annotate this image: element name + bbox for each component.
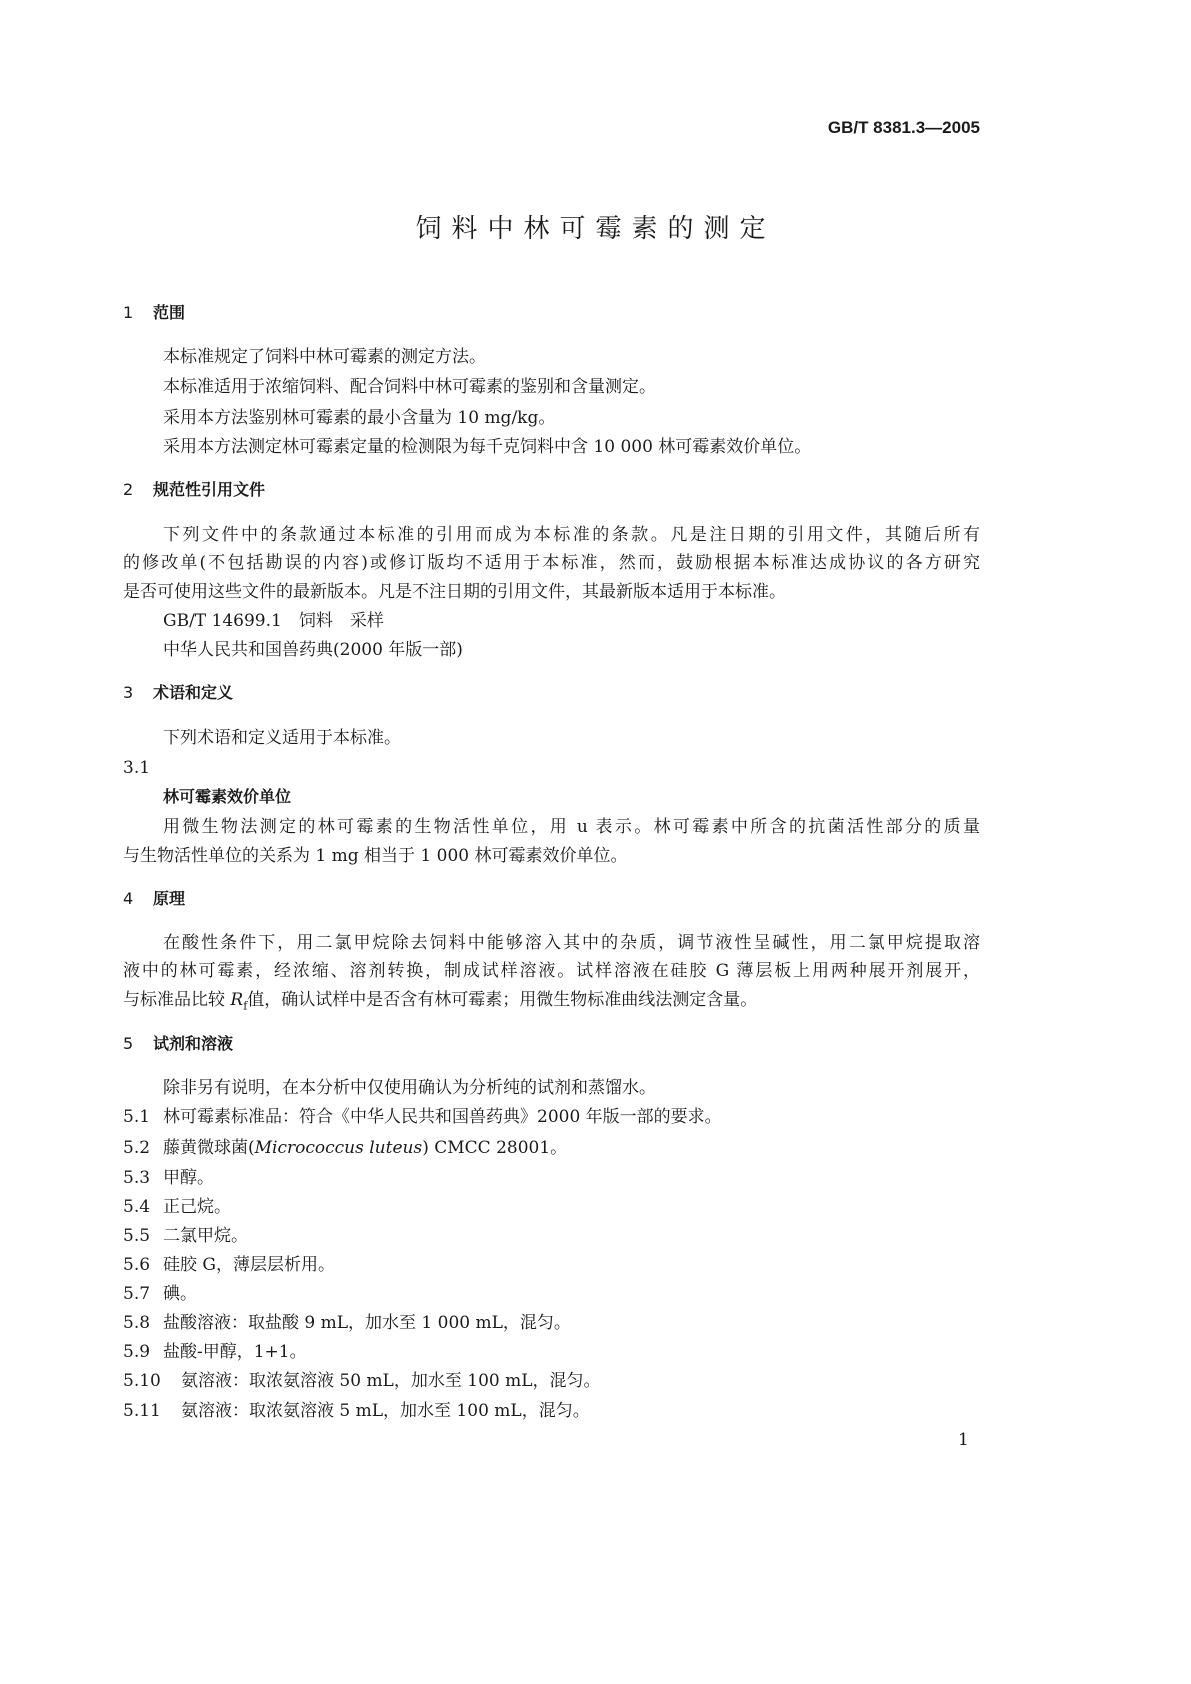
section-number: 1 [123, 303, 134, 322]
item-text: 氨溶液：取浓氨溶液 50 mL，加水至 100 mL，混匀。 [181, 1371, 601, 1391]
section-title: 原理 [153, 889, 186, 908]
item-text: 正己烷。 [163, 1197, 231, 1217]
paragraph-line: 的修改单(不包括勘误的内容)或修订版均不适用于本标准，然而，鼓励根据本标准达成协议的各方研究 [123, 553, 980, 573]
paragraph-line: 与生物活性单位的关系为 1 mg 相当于 1 000 林可霉素效价单位。 [123, 846, 628, 866]
item-text: 氨溶液：取浓氨溶液 5 mL，加水至 100 mL，混匀。 [181, 1401, 590, 1421]
paragraph-line: 在酸性条件下，用二氯甲烷除去饲料中能够溶入其中的杂质，调节液性呈碱性，用二氯甲烷提取溶 [163, 933, 980, 953]
item-number: 5.6 [123, 1255, 151, 1275]
reagent-item [123, 1137, 567, 1159]
text: 与标准品比较 [123, 990, 231, 1010]
rf-subscript: f [243, 999, 248, 1013]
item-number: 5.10 [123, 1371, 161, 1391]
section-heading-principle [123, 888, 185, 910]
section-title: 试剂和溶液 [153, 1034, 234, 1053]
paragraph-line: 本标准适用于浓缩饲料、配合饲料中林可霉素的鉴别和含量测定。 [163, 377, 656, 397]
reagent-item [123, 1106, 722, 1128]
subsection-number: 3.1 [123, 758, 151, 778]
item-text: 藤黄微球菌( [163, 1138, 255, 1158]
item-text: 盐酸-甲醇，1+1。 [163, 1342, 307, 1362]
reagent-item [123, 1400, 590, 1422]
page-number: 1 [958, 1430, 969, 1450]
section-title: 术语和定义 [153, 683, 234, 702]
item-text: 盐酸溶液：取盐酸 9 mL，加水至 1 000 mL，混匀。 [163, 1313, 571, 1333]
item-number: 5.8 [123, 1313, 151, 1333]
item-text: 甲醇。 [163, 1168, 214, 1188]
term-title: 林可霉素效价单位 [163, 787, 292, 806]
item-number: 5.9 [123, 1342, 151, 1362]
section-heading-scope [123, 302, 185, 324]
item-text: 碘。 [163, 1284, 197, 1304]
section-heading-reagents [123, 1033, 233, 1055]
item-text: 二氯甲烷。 [163, 1226, 248, 1246]
reagent-item [123, 1225, 248, 1247]
reference-item: GB/T 14699.1 饲料 采样 [163, 611, 384, 631]
paragraph-line: 除非另有说明，在本分析中仅使用确认为分析纯的试剂和蒸馏水。 [163, 1078, 656, 1098]
standard-code: GB/T 8381.3—2005 [827, 118, 980, 137]
paragraph-line: 下列文件中的条款通过本标准的引用而成为本标准的条款。凡是注日期的引用文件，其随后所有 [163, 525, 980, 545]
section-number: 4 [123, 889, 134, 908]
paragraph-line: 液中的林可霉素，经浓缩、溶剂转换，制成试样溶液。试样溶液在硅胶 G 薄层板上用两种展开剂展开， [123, 961, 980, 981]
reagent-item [123, 1254, 335, 1276]
item-text: 林可霉素标准品：符合《中华人民共和国兽药典》2000 年版一部的要求。 [163, 1107, 722, 1127]
paragraph-line: 下列术语和定义适用于本标准。 [163, 728, 401, 748]
paragraph-line: 用微生物法测定的林可霉素的生物活性单位，用 u 表示。林可霉素中所含的抗菌活性部分的质量 [163, 817, 980, 837]
section-number: 3 [123, 683, 134, 702]
section-number: 5 [123, 1034, 134, 1053]
page-title: 饲料中林可霉素的测定 [415, 214, 776, 244]
section-number: 2 [123, 480, 134, 499]
reagent-item [123, 1312, 571, 1334]
item-text: 硅胶 G，薄层层析用。 [163, 1255, 335, 1275]
reagent-item [123, 1341, 307, 1363]
paragraph-line: 采用本方法测定林可霉素定量的检测限为每千克饲料中含 10 000 林可霉素效价单位。 [163, 437, 812, 457]
paragraph-line: 本标准规定了饲料中林可霉素的测定方法。 [163, 347, 486, 367]
item-number: 5.1 [123, 1107, 151, 1127]
text: 值，确认试样中是否含有林可霉素；用微生物标准曲线法测定含量。 [247, 990, 758, 1010]
item-number: 5.2 [123, 1138, 151, 1158]
section-title: 范围 [153, 303, 186, 322]
section-heading-terms [123, 682, 233, 704]
paragraph-line: 采用本方法鉴别林可霉素的最小含量为 10 mg/kg。 [163, 408, 556, 428]
section-heading-references [123, 479, 265, 501]
item-number: 5.4 [123, 1197, 151, 1217]
paragraph-line: 是否可使用这些文件的最新版本。凡是不注日期的引用文件，其最新版本适用于本标准。 [123, 582, 786, 602]
item-number: 5.3 [123, 1168, 151, 1188]
rf-symbol: R [230, 990, 244, 1010]
species-name: Micrococcus luteus [254, 1138, 423, 1158]
item-number: 5.11 [123, 1401, 161, 1421]
reagent-item [123, 1196, 231, 1218]
reagent-item [123, 1283, 197, 1305]
item-number: 5.5 [123, 1226, 151, 1246]
section-title: 规范性引用文件 [153, 480, 266, 499]
item-text: ) CMCC 28001。 [422, 1138, 568, 1158]
paragraph-line [123, 989, 757, 1017]
reagent-item [123, 1167, 214, 1189]
reference-item: 中华人民共和国兽药典(2000 年版一部) [163, 640, 463, 660]
reagent-item [123, 1370, 601, 1392]
item-number: 5.7 [123, 1284, 151, 1304]
